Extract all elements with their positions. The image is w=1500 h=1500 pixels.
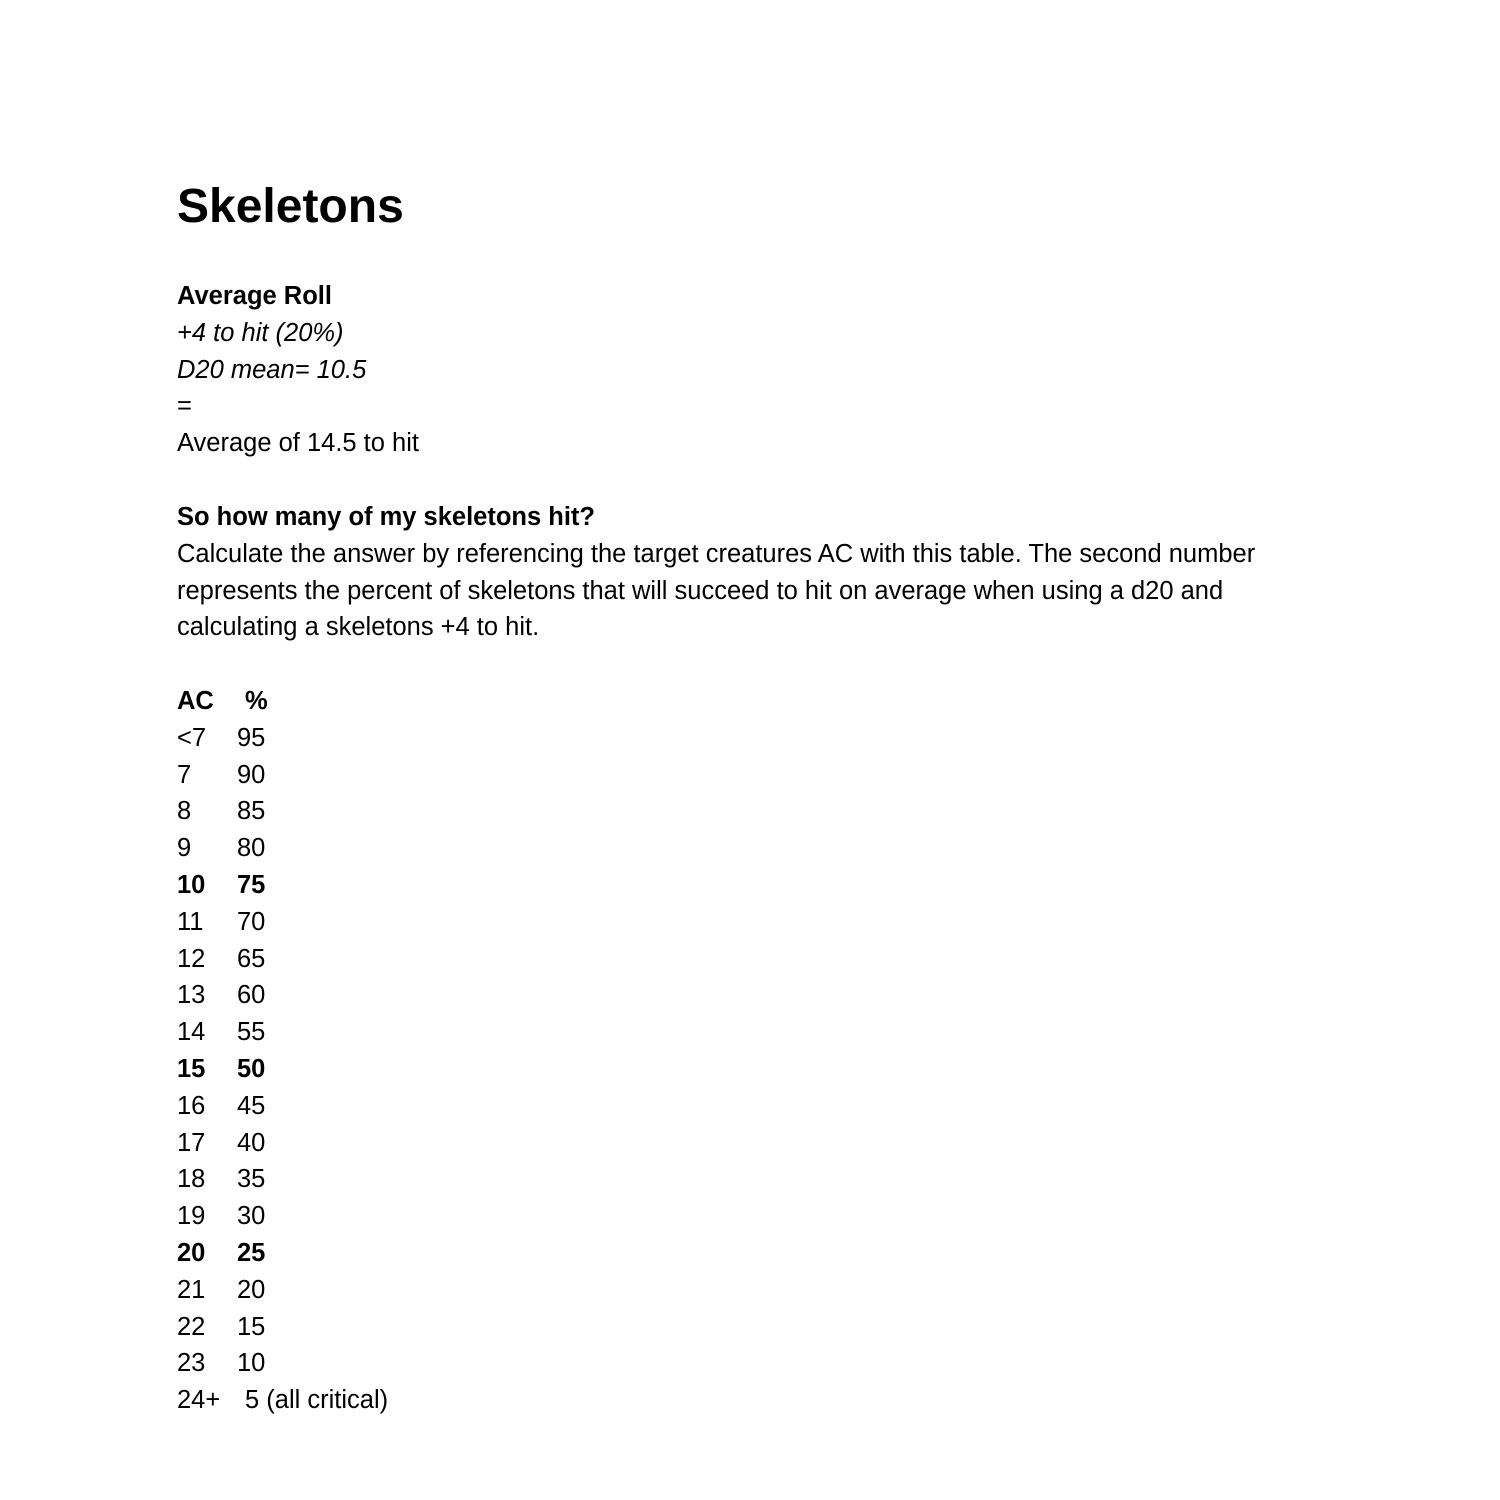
table-cell-percent: 70 (237, 907, 266, 936)
table-cell-ac: 22 (177, 1312, 206, 1341)
table-cell-percent: 15 (237, 1312, 266, 1341)
table-row (177, 1125, 388, 1162)
table-cell-percent: 60 (237, 981, 266, 1010)
table-cell-ac: 7 (177, 760, 192, 789)
table-row (177, 904, 388, 941)
table-cell-percent: 5 (all critical) (245, 1386, 389, 1415)
table-row (177, 1382, 388, 1419)
cut-off-next-line (177, 1488, 777, 1500)
table-cell-ac: <7 (177, 723, 207, 752)
table-cell-percent: 30 (237, 1202, 266, 1231)
table-row (177, 1309, 388, 1346)
equals-line: = (177, 392, 192, 421)
table-cell-ac: 14 (177, 1018, 206, 1047)
table-cell-ac: 13 (177, 981, 206, 1010)
table-cell-percent: 85 (237, 797, 266, 826)
table-row (177, 977, 388, 1014)
table-cell-percent: 55 (237, 1018, 266, 1047)
average-roll-heading: Average Roll (177, 282, 332, 310)
table-cell-percent: 90 (237, 760, 266, 789)
average-result-line: Average of 14.5 to hit (177, 429, 419, 458)
table-row (177, 720, 388, 757)
table-cell-ac: 19 (177, 1202, 206, 1231)
table-row (177, 1198, 388, 1235)
table-row (177, 1235, 388, 1272)
table-row (177, 1345, 388, 1382)
table-cell-percent: 45 (237, 1091, 266, 1120)
table-cell-percent: 35 (237, 1165, 266, 1194)
table-cell-percent: 80 (237, 834, 266, 863)
table-cell-ac: 21 (177, 1275, 206, 1304)
table-cell-ac: 11 (177, 907, 204, 936)
ac-percent-table (177, 683, 388, 1419)
table-row (177, 757, 388, 794)
table-cell-ac: 24+ (177, 1386, 221, 1415)
table-cell-ac: 8 (177, 797, 192, 826)
table-cell-ac: 12 (177, 944, 206, 973)
table-row (177, 1051, 388, 1088)
table-cell-percent: 20 (237, 1275, 266, 1304)
to-hit-bonus-line: +4 to hit (20%) (177, 318, 344, 347)
table-row (177, 1014, 388, 1051)
table-cell-percent: 50 (237, 1054, 266, 1083)
table-cell-ac: 23 (177, 1349, 206, 1378)
table-cell-ac: 20 (177, 1238, 206, 1267)
page-title: Skeletons (177, 180, 404, 233)
table-cell-ac: 18 (177, 1165, 206, 1194)
table-cell-ac: 17 (177, 1128, 206, 1157)
table-header-percent: % (245, 687, 268, 715)
table-cell-percent: 75 (237, 870, 266, 899)
how-many-hit-heading: So how many of my skeletons hit? (177, 503, 595, 531)
table-header-ac: AC (177, 687, 214, 715)
table-row (177, 793, 388, 830)
d20-mean-line: D20 mean= 10.5 (177, 355, 367, 384)
table-row (177, 830, 388, 867)
table-row (177, 1161, 388, 1198)
table-header-row (177, 683, 388, 720)
table-cell-percent: 40 (237, 1128, 266, 1157)
table-row (177, 1272, 388, 1309)
table-cell-ac: 16 (177, 1091, 206, 1120)
average-roll-section (177, 278, 419, 462)
how-many-hit-section (177, 499, 1337, 646)
table-row (177, 1088, 388, 1125)
table-cell-percent: 65 (237, 944, 266, 973)
table-row (177, 867, 388, 904)
table-cell-percent: 10 (237, 1349, 266, 1378)
table-row (177, 941, 388, 978)
table-cell-ac: 15 (177, 1054, 206, 1083)
table-cell-percent: 25 (237, 1238, 266, 1267)
table-body (177, 720, 388, 1419)
table-cell-ac: 10 (177, 870, 206, 899)
how-many-hit-paragraph: Calculate the answer by referencing the target creatures AC with this table. The second number represents the percent of skeletons that will succeed to hit on average when using a d20 and calculating a skeletons +4 to hit. (177, 539, 1256, 642)
table-cell-ac: 9 (177, 834, 192, 863)
table-cell-percent: 95 (237, 723, 266, 752)
